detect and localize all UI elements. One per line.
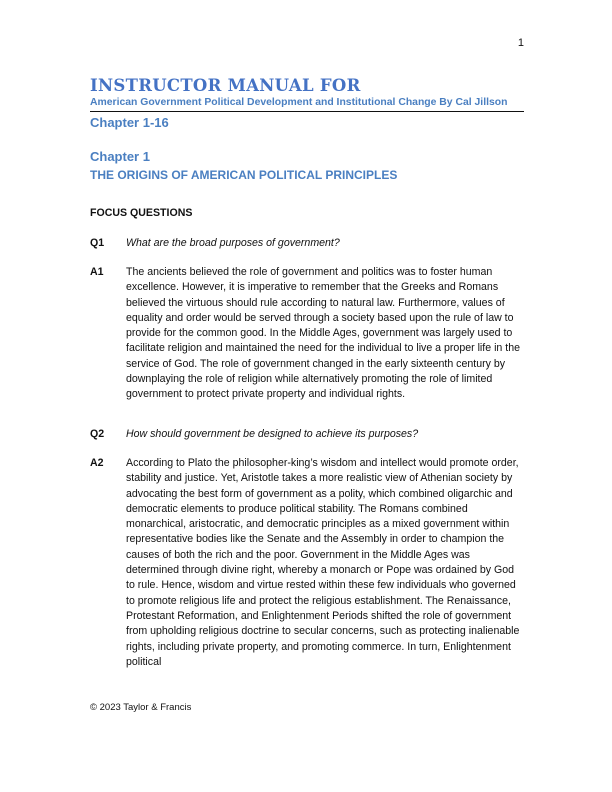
question-text: What are the broad purposes of government? bbox=[126, 237, 340, 249]
question-tag: Q2 bbox=[90, 428, 105, 440]
answer-2 bbox=[90, 456, 524, 670]
question-tag: Q1 bbox=[90, 237, 105, 249]
manual-title: INSTRUCTOR MANUAL FOR bbox=[90, 76, 361, 95]
page-number: 1 bbox=[517, 37, 524, 49]
question-2 bbox=[90, 427, 524, 442]
answer-tag: A1 bbox=[90, 266, 104, 278]
header-divider bbox=[90, 111, 524, 112]
chapter-heading bbox=[90, 148, 397, 184]
answer-1 bbox=[90, 265, 524, 403]
focus-questions-heading: FOCUS QUESTIONS bbox=[90, 207, 193, 219]
answer-tag: A2 bbox=[90, 457, 104, 469]
copyright-footer: © 2023 Taylor & Francis bbox=[90, 702, 192, 713]
question-text: How should government be designed to achieve its purposes? bbox=[126, 428, 419, 440]
chapter-range: Chapter 1-16 bbox=[90, 115, 169, 130]
answer-text: The ancients believed the role of government and politics was to foster human excellence. However, it is imperative to remember that the Greeks and Romans believed the virtuous should rule according to natural law. Furthermore, values of equality and order would be served through a society based upon the rule of law to provide for the common good. In the Middle Ages, government was largely used to facilitate religion and maintained the need for the individual to live a proper life in the service of God. The role of government changed in the early sixteenth century by downplaying the role of religion while alternatively promoting the role of limited government to protect private property and individual rights. bbox=[126, 266, 520, 401]
answer-text: According to Plato the philosopher-king’s wisdom and intellect would promote order, stability and justice. Yet, Aristotle takes a more realistic view of Athenian society by advocating the best form of government as a polity, which combined oligarchic and democratic elements to produce political stability. The Romans combined monarchical, aristocratic, and democratic principles as a mixed government within representative bodies like the Senate and the Assembly in order to champion the causes of both the rich and the poor. Government in the Middle Ages was determined through divine right, whereby a monarch or Pope was ordained by God to rule. Hence, wisdom and virtue rested within these few individuals who governed to promote religious life and protect the religious establishment. The Renaissance, Protestant Reformation, and Enlightenment Periods shifted the role of government from upholding religious doctrine to secular concerns, such as protecting inalienable rights, including private property, and promoting commerce. In turn, Enlightenment political bbox=[126, 457, 520, 668]
chapter-title: THE ORIGINS OF AMERICAN POLITICAL PRINCIPLES bbox=[90, 168, 398, 182]
chapter-number: Chapter 1 bbox=[90, 149, 150, 164]
book-subtitle: American Government Political Development and Institutional Change By Cal Jillson bbox=[90, 97, 508, 108]
question-1 bbox=[90, 236, 524, 251]
document-header bbox=[90, 76, 524, 131]
